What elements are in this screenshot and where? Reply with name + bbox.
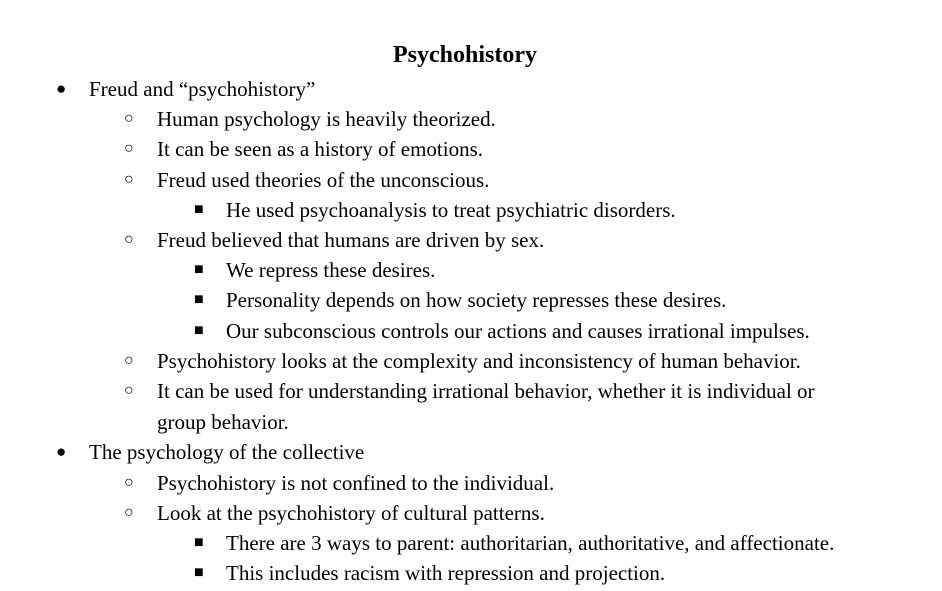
list-item-text: He used psychoanalysis to treat psychiatric disorders. [226,198,676,222]
bullet-square-icon: ■ [194,201,204,218]
list-item-text: We repress these desires. [226,258,436,282]
list-item-level-3 [194,255,436,285]
list-item-level-1 [56,74,316,104]
bullet-hollow-circle-icon: ○ [124,382,134,399]
bullet-hollow-circle-icon: ○ [124,140,134,157]
bullet-filled-circle-icon: ● [56,442,67,461]
list-item-level-3 [194,316,810,346]
bullet-filled-circle-icon: ● [56,79,67,98]
bullet-hollow-circle-icon: ○ [124,474,134,491]
list-item-level-3 [194,285,727,315]
list-item-text: group behavior. [157,410,289,434]
bullet-square-icon: ■ [194,261,204,278]
list-item-text: Freud used theories of the unconscious. [157,168,490,192]
bullet-hollow-circle-icon: ○ [124,504,134,521]
list-item-text: The psychology of the collective [89,440,365,464]
bullet-hollow-circle-icon: ○ [124,231,134,248]
list-item-level-2 [124,468,555,498]
list-item-level-2 [124,376,815,406]
bullet-square-icon: ■ [194,291,204,308]
list-item-text: It can be seen as a history of emotions. [157,137,483,161]
list-item-text: Freud believed that humans are driven by sex. [157,228,545,252]
list-item-text: There are 3 ways to parent: authoritarian, authoritative, and affectionate. [226,531,835,555]
page-title: Psychohistory [393,42,537,68]
list-item-level-1 [56,437,365,467]
bullet-hollow-circle-icon: ○ [124,171,134,188]
list-item-level-3 [194,195,676,225]
list-item-text: Look at the psychohistory of cultural patterns. [157,501,545,525]
list-item-level-2 [124,225,545,255]
list-item-text: Human psychology is heavily theorized. [157,107,496,131]
list-item-level-2 [124,498,545,528]
list-item-text: Freud and “psychohistory” [89,77,316,101]
bullet-square-icon: ■ [194,322,204,339]
bullet-hollow-circle-icon: ○ [124,110,134,127]
list-item-level-2 [124,346,801,376]
list-item-level-2 [124,165,490,195]
list-item-text: It can be used for understanding irrational behavior, whether it is individual or [157,379,815,403]
list-item-level-2 [124,104,496,134]
list-item-text: This includes racism with repression and projection. [226,561,666,585]
list-item-text: Our subconscious controls our actions and causes irrational impulses. [226,319,810,343]
bullet-square-icon: ■ [194,534,204,551]
list-item-text: Psychohistory is not confined to the individual. [157,471,555,495]
list-item-continuation [157,407,289,437]
bullet-hollow-circle-icon: ○ [124,352,134,369]
list-item-level-3 [194,558,666,588]
list-item-text: Psychohistory looks at the complexity and inconsistency of human behavior. [157,349,801,373]
bullet-square-icon: ■ [194,564,204,581]
list-item-level-2 [124,134,483,164]
list-item-level-3 [194,528,835,558]
list-item-text: Personality depends on how society represses these desires. [226,288,727,312]
